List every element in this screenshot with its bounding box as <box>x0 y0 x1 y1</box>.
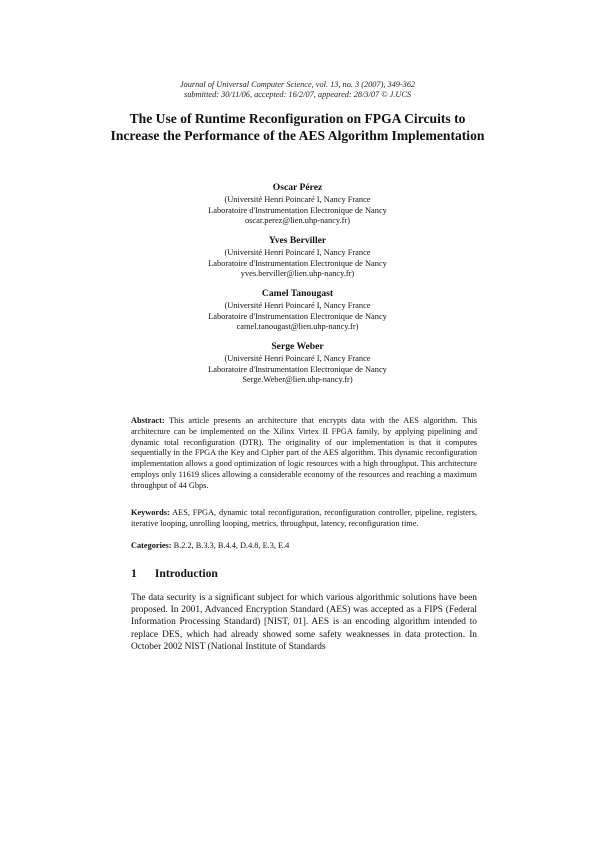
author-affiliation-lab: Laboratoire d'Instrumentation Electronique de Nancy <box>208 311 387 321</box>
paper-title: The Use of Runtime Reconfiguration on FPGA Circuits to Increase the Performance of the AES Algorithm Implementation <box>110 111 485 143</box>
author-name: Oscar Pérez <box>272 182 323 193</box>
author-affiliation-lab: Laboratoire d'Instrumentation Electronique de Nancy <box>208 205 387 215</box>
section-heading <box>131 567 218 581</box>
author-block <box>0 235 595 280</box>
categories <box>131 541 477 552</box>
abstract-text: This article presents an architecture that encrypts data with the AES algorithm. This architecture can be implemented on the Xilinx Virtex II FPGA family, by applying pipelining and dynamic total reconfiguration (DTR). The originality of our implementation is that it computes sequentially in the FPGA the Key and Cipher part of the AES algorithm. This dynamic reconfiguration implementation allows a good optimization of logic resources with a high throughput. This architecture employs only 11619 slices allowing a considerable economy of the resources and reaching a maximum throughput of 44 Gbps. <box>131 416 477 490</box>
author-block <box>0 288 595 333</box>
author-block <box>0 182 595 227</box>
author-name: Yves Berviller <box>268 235 327 246</box>
section-body: The data security is a significant subject for which various algorithmic solutions have been proposed. In 2001, Advanced Encryption Standard (AES) was accepted as a FIPS (Federal Information Processing Standard) [NIST, 01]. AES is an encoding algorithm intended to replace DES, which had already showed some safety weaknesses in data protection. In October 2002 NIST (National Institute of Standards <box>131 593 477 652</box>
author-affiliation-lab: Laboratoire d'Instrumentation Electronique de Nancy <box>208 364 387 374</box>
categories-label: Categories: <box>131 541 172 550</box>
journal-dates: submitted: 30/11/06, accepted: 16/2/07, appeared: 28/3/07 © J.UCS <box>183 90 412 99</box>
author-affiliation-lab: Laboratoire d'Instrumentation Electronique de Nancy <box>208 258 387 268</box>
section-title: Introduction <box>154 567 218 580</box>
abstract-label: Abstract: <box>131 416 165 425</box>
section-number: 1 <box>131 567 137 580</box>
author-affiliation-university: (Université Henri Poincaré I, Nancy France <box>224 195 371 204</box>
keywords-label: Keywords: <box>131 508 170 517</box>
author-block <box>0 341 595 386</box>
author-email: yves.berviller@lien.uhp-nancy.fr) <box>240 269 355 279</box>
journal-header <box>0 80 595 100</box>
author-email: oscar.perez@lien.uhp-nancy.fr) <box>244 216 351 226</box>
author-affiliation-university: (Université Henri Poincaré I, Nancy France <box>224 301 371 310</box>
author-name: Serge Weber <box>271 341 324 352</box>
journal-citation: Journal of Universal Computer Science, vol. 13, no. 3 (2007), 349-362 <box>179 80 416 89</box>
author-affiliation-university: (Université Henri Poincaré I, Nancy France <box>224 354 371 363</box>
author-name: Camel Tanougast <box>261 288 334 299</box>
author-email: camel.tanougast@lien.uhp-nancy.fr) <box>236 322 359 332</box>
keywords <box>131 508 477 530</box>
author-affiliation-university: (Université Henri Poincaré I, Nancy France <box>224 248 371 257</box>
categories-text: B.2.2, B.3.3, B.4.4, D.4.8, E.3, E.4 <box>173 541 290 550</box>
keywords-text: AES, FPGA, dynamic total reconfiguration, reconfiguration controller, pipeline, registers, iterative looping, unrolling looping, metrics, throughput, latency, reconfiguration time. <box>131 508 477 528</box>
author-email: Serge.Weber@lien.uhp-nancy.fr) <box>242 375 353 385</box>
abstract <box>131 416 477 492</box>
